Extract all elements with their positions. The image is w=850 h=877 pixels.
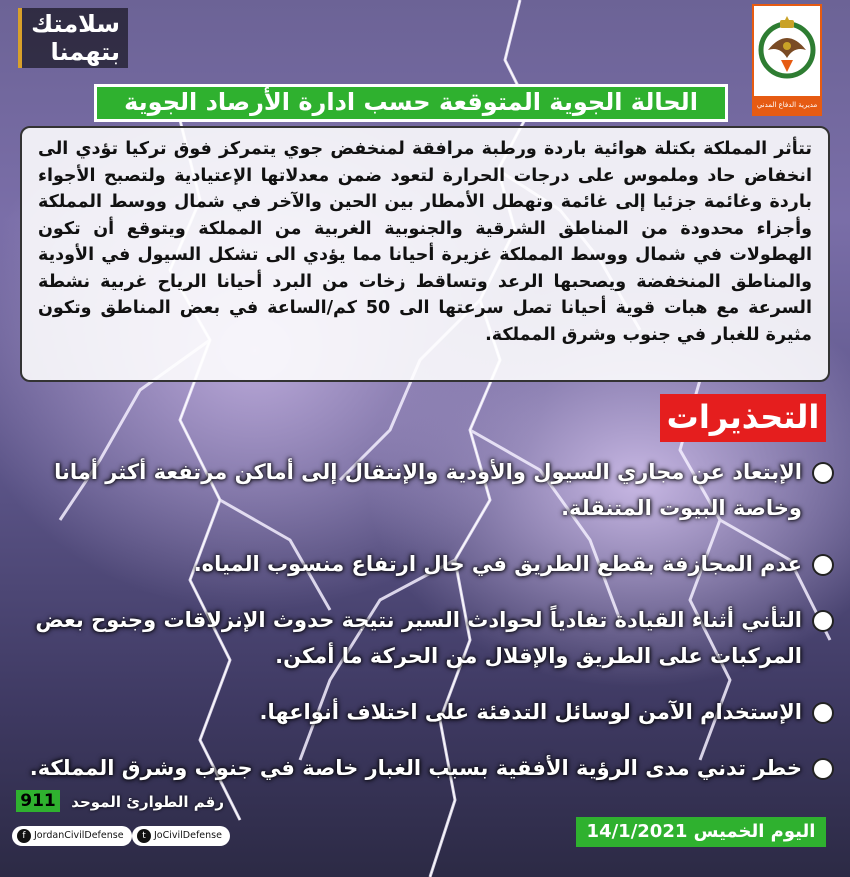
twitter-icon: t (137, 829, 151, 843)
brand-line-1: سلامتك (31, 10, 120, 38)
warning-item: الإبتعاد عن مجاري السيول والأودية والإنتقال إلى أماكن مرتفعة أكثر أمانا وخاصة البيوت المتنقلة. (10, 454, 832, 526)
emergency-number[interactable]: 911 (16, 790, 60, 812)
bullet-icon (814, 612, 832, 630)
facebook-handle[interactable] (12, 826, 132, 846)
bullet-icon (814, 464, 832, 482)
twitter-label: JoCivilDefense (154, 830, 222, 841)
date-label: اليوم الخميس 14/1/2021 (576, 817, 826, 847)
warnings-title: التحذيرات (660, 394, 826, 442)
warning-item: خطر تدني مدى الرؤية الأفقية بسبب الغبار خاصة في جنوب وشرق المملكة. (10, 750, 832, 786)
twitter-handle[interactable] (132, 826, 230, 846)
warnings-list (10, 454, 832, 806)
warning-item: الإستخدام الآمن لوسائل التدفئة على اختلاف أنواعها. (10, 694, 832, 730)
civil-defense-logo (752, 4, 822, 116)
bullet-icon (814, 704, 832, 722)
bullet-icon (814, 556, 832, 574)
page-title: الحالة الجوية المتوقعة حسب ادارة الأرصاد الجوية (94, 84, 728, 122)
warning-item: التأني أثناء القيادة تفادياً لحوادث السير نتيجة حدوث الإنزلاقات وجنوح بعض المركبات على الطريق والإقلال من الحركة ما أمكن. (10, 602, 832, 674)
brand-mark (18, 8, 128, 68)
civil-defense-eagle-emblem-icon (754, 6, 820, 98)
bullet-icon (814, 760, 832, 778)
emergency-label: رقم الطوارئ الموحد (71, 793, 224, 811)
weather-bulletin: تتأثر المملكة بكتلة هوائية باردة ورطبة مرافقة لمنخفض جوي يتمركز فوق تركيا تؤدي الى انخفاض حاد وملموس على درجات الحرارة لتعود ضمن معدلاتها الإعتيادية ولتصبح الأجواء باردة وغائمة جزئيا إلى غائمة وتهطل الأمطار بين الحين والآخر في شمال ووسط المملكة وأجزاء محدودة من المناطق الشرقية والجنوبية الغربية من المملكة ويتوقع أن تكون الهطولات في شمال ووسط المملكة غزيرة أحيانا مما يؤدي الى تشكل السيول في الأودية والمناطق المنخفضة ويصحبها الرعد وتساقط زخات من البرد أحيانا الرياح غربية نشطة السرعة مع هبات قوية أحيانا تصل سرعتها الى 50 كم/الساعة في بعض المناطق وتكون مثيرة للغبار في جنوب وشرق المملكة. (20, 126, 830, 382)
logo-caption: مديرية الدفاع المدني (754, 96, 820, 114)
brand-line-2: بتهمنا (50, 38, 120, 66)
facebook-label: JordanCivilDefense (34, 830, 124, 841)
facebook-icon: f (17, 829, 31, 843)
warning-item: عدم المجازفة بقطع الطريق في حال ارتفاع منسوب المياه. (10, 546, 832, 582)
